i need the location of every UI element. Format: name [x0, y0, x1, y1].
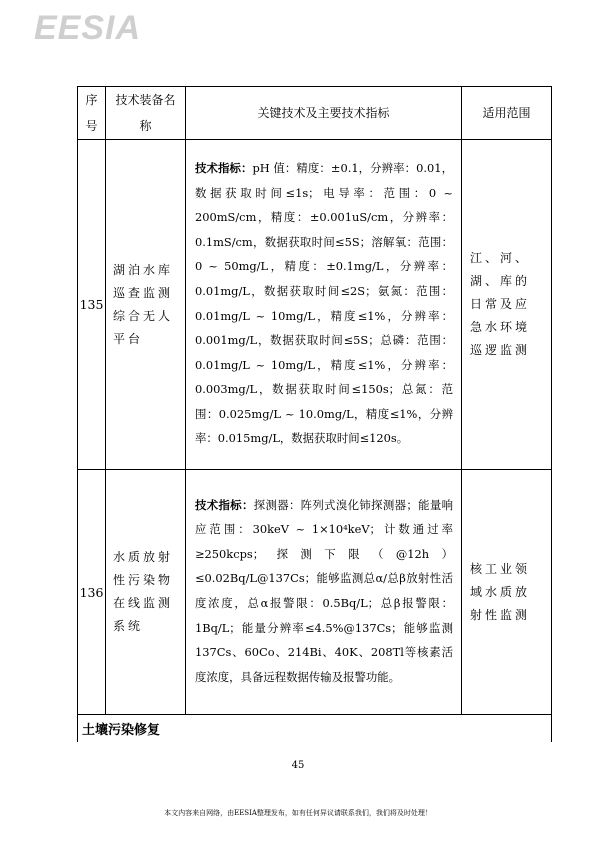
table-row [78, 140, 552, 470]
table-row [78, 470, 552, 715]
header-seq: 序号 [78, 87, 106, 140]
row-number: 135 [78, 140, 106, 470]
tech-text: 探测器：阵列式溴化铈探测器；能量响应范围：30keV ~ 1×10⁴keV；计数通过率≥250kcps；探测下限（@12h）≤0.02Bq/L@137Cs；能够监测总α/总β放射性活度浓度，总α报警限：0.5Bq/L；总β报警限：1Bq/L；能量分辨率≤4.5%@137Cs；能够监测137Cs、60Co、214Bi、40K、208Tl等核素活度浓度，具备远程数据传输及报警功能。 [195, 497, 453, 684]
equipment-name: 湖泊水库巡查监测综合无人平台 [106, 140, 186, 470]
section-title: 土壤污染修复 [78, 715, 552, 743]
tech-label: 技术指标： [195, 160, 253, 175]
tech-label: 技术指标： [195, 497, 254, 512]
section-row [78, 715, 552, 743]
header-name: 技术装备名称 [106, 87, 186, 140]
equipment-table [77, 86, 552, 742]
tech-text: pH 值：精度：±0.1，分辨率：0.01，数据获取时间≤1s；电导率：范围：0 ~ 200mS/cm，精度：±0.001uS/cm，分辨率：0.1mS/cm，数据获取时间≤5S；溶解氧：范围：0 ~ 50mg/L，精度：±0.1mg/L，分辨率：0.01mg/L，数据获取时间≤2S；氨氮：范围：0.01mg/L ~ 10mg/L，精度≤1%，分辨率：0.001mg/L，数据获取时间≤5S；总磷：范围：0.01mg/L ~ 10mg/L，精度≤1%，分辨率：0.003mg/L，数据获取时间≤150s；总氮：范围：0.025mg/L ~ 10.0mg/L，精度≤1%，分辨率：0.015mg/L，数据获取时间≤120s。 [195, 160, 453, 446]
footer-note: 本文内容来自网络，由EESIA整理发布，如有任何异议请联系我们，我们将及时处理！ [164, 809, 432, 817]
page-number: 45 [291, 760, 305, 771]
header-scope: 适用范围 [462, 87, 552, 140]
row-number: 136 [78, 470, 106, 715]
eesia-logo: EESIA [34, 9, 142, 47]
scope-text: 江、河、湖、库的日常及应急水环境巡逻监测 [462, 140, 552, 470]
equipment-name: 水质放射性污染物在线监测系统 [106, 470, 186, 715]
header-tech: 关键技术及主要技术指标 [186, 87, 462, 140]
tech-specs [186, 470, 462, 715]
table-header-row [78, 87, 552, 140]
tech-specs [186, 140, 462, 470]
scope-text: 核工业领域水质放射性监测 [462, 470, 552, 715]
